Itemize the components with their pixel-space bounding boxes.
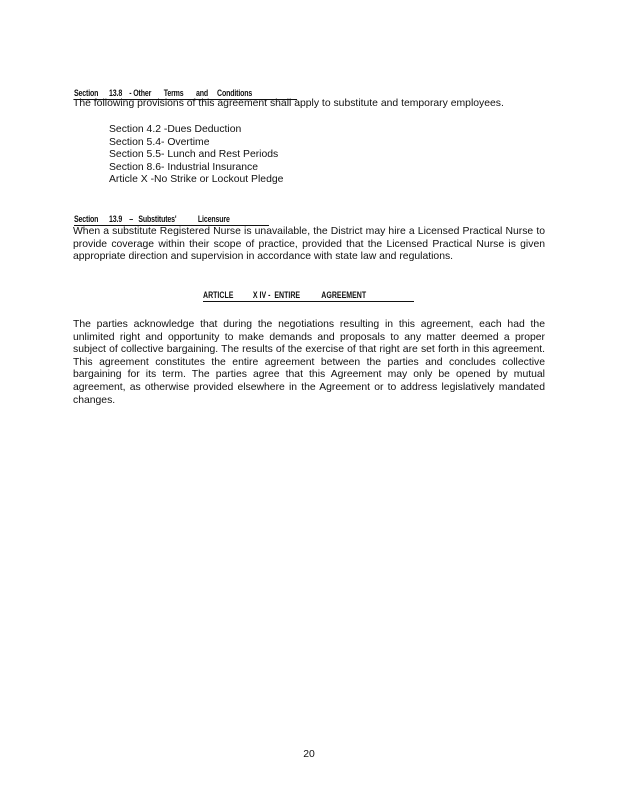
list-item: Section 8.6- Industrial Insurance [109, 161, 259, 173]
article-heading-underline [203, 301, 414, 302]
provision-list [109, 124, 283, 187]
section-13-8-heading: Section 13.8 - Other Terms and Conditions [74, 88, 297, 100]
section-13-8-intro: The following provisions of this agreement shall apply to substitute and temporary employees. [73, 98, 504, 109]
list-item: Section 5.4- Overtime [109, 136, 210, 148]
section-13-9-body: When a substitute Registered Nurse is unavailable, the District may hire a Licensed Practical Nurse to provide coverage within their scope of practice, provided that the Licensed Practical Nurse is given appropriate direction and supervision in accordance with state law and regulations. [73, 226, 545, 263]
page-number: 20 [303, 749, 315, 760]
article-xiv-heading: ARTICLE X IV - ENTIRE AGREEMENT [203, 290, 367, 300]
list-item: Section 4.2 -Dues Deduction [109, 124, 242, 135]
list-item: Section 5.5- Lunch and Rest Periods [109, 149, 279, 161]
section-13-9-heading: Section 13.9 – Substitutes' Licensure [74, 214, 269, 226]
list-item: Article X -No Strike or Lockout Pledge [109, 174, 284, 186]
article-xiv-body: The parties acknowledge that during the negotiations resulting in this agreement, each had the unlimited right and opportunity to make demands and proposals to any matter deemed a proper subject of collective bargaining. The results of the exercise of that right are set forth in this agreement. This agreement constitutes the entire agreement between the parties and concludes collective bargaining for its term. The parties agree that this Agreement may only be opened by mutual agreement, as otherwise provided elsewhere in the Agreement or to address legislatively mandated changes. [73, 319, 545, 406]
